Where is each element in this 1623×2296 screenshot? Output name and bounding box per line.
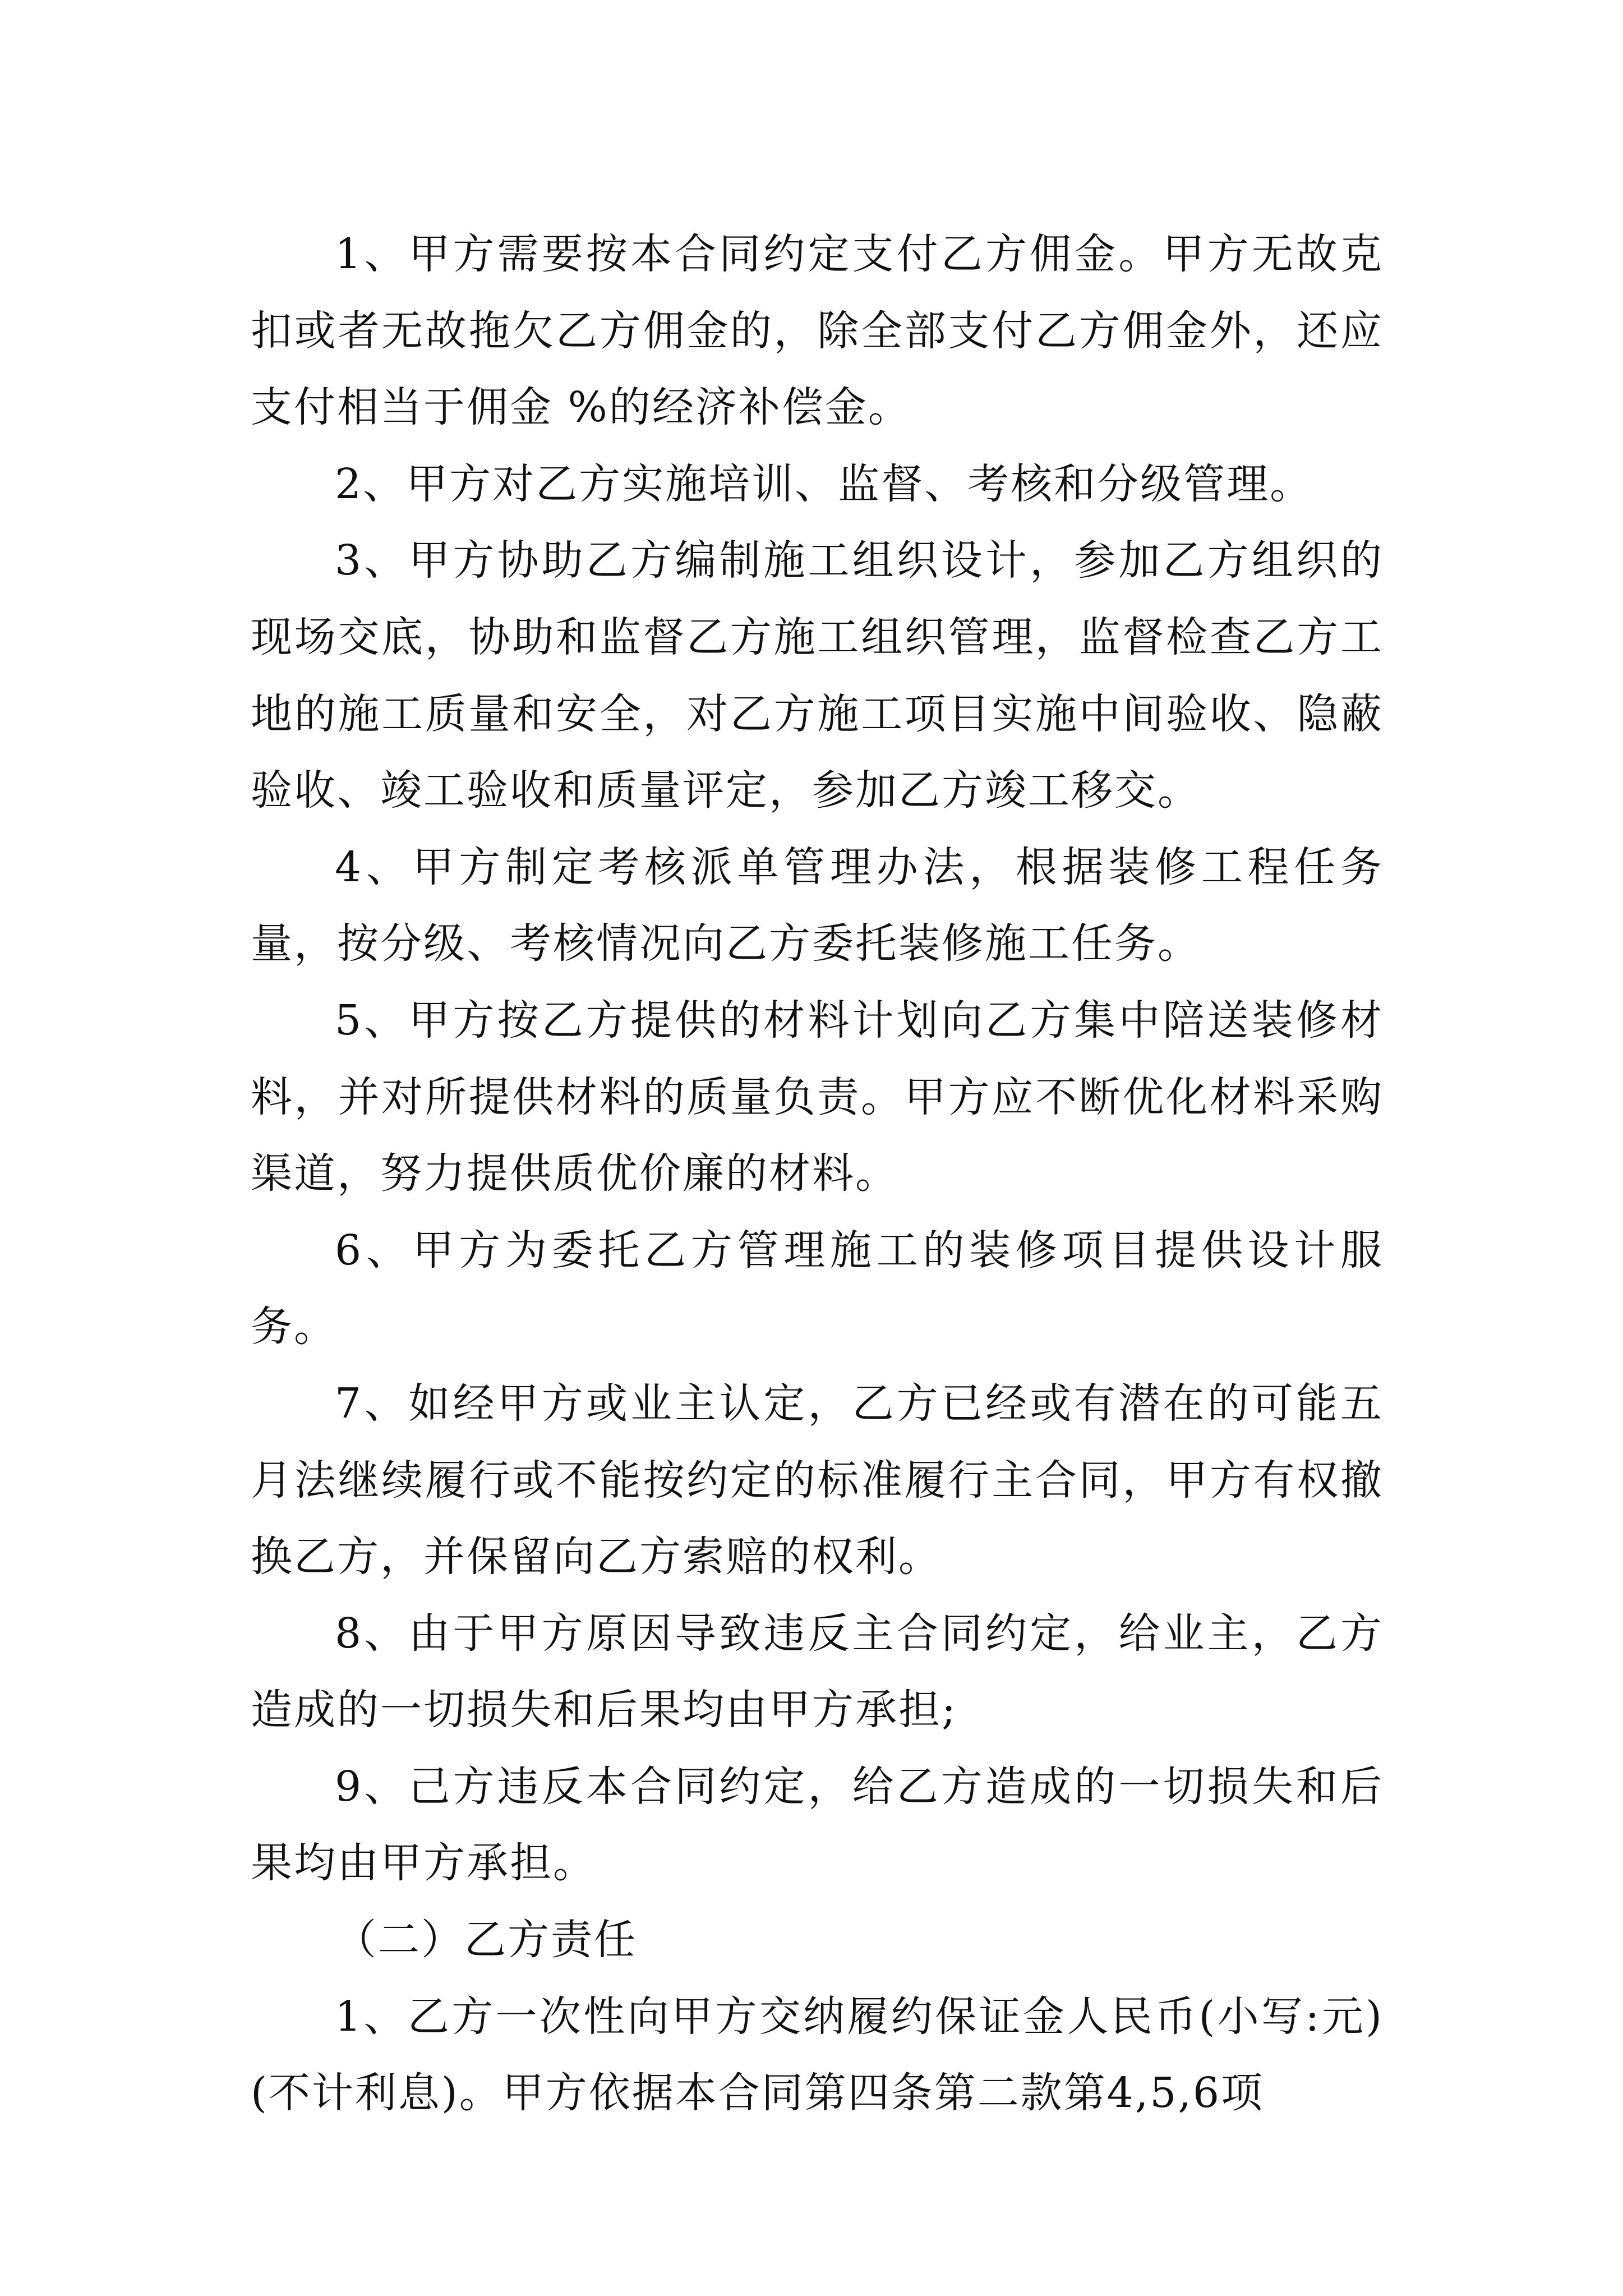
clause-5-paragraph: 5、甲方按乙方提供的材料计划向乙方集中陪送装修材料，并对所提供材料的质量负责。甲方应不断优化材料采购渠道，努力提供质优价廉的材料。 xyxy=(251,996,1384,1198)
clause-9-paragraph: 9、己方违反本合同约定，给乙方造成的一切损失和后果均由甲方承担。 xyxy=(251,1762,1384,1888)
clause-1-paragraph: 1、甲方需要按本合同约定支付乙方佣金。甲方无故克扣或者无故拖欠乙方佣金的，除全部支付乙方佣金外，还应支付相当于佣金 %的经济补偿金。 xyxy=(251,230,1384,432)
clause-3-paragraph: 3、甲方协助乙方编制施工组织设计，参加乙方组织的现场交底，协助和监督乙方施工组织管理，监督检查乙方工地的施工质量和安全，对乙方施工项目实施中间验收、隐蔽验收、竣工验收和质量评定，参加乙方竣工移交。 xyxy=(251,536,1384,815)
clause-7-paragraph: 7、如经甲方或业主认定，乙方已经或有潜在的可能五月法继续履行或不能按约定的标准履行主合同，甲方有权撤换乙方，并保留向乙方索赔的权利。 xyxy=(251,1379,1384,1581)
clause-6-paragraph: 6、甲方为委托乙方管理施工的装修项目提供设计服务。 xyxy=(251,1226,1384,1351)
clause-2-paragraph: 2、甲方对乙方实施培训、监督、考核和分级管理。 xyxy=(335,459,1313,508)
section-2-clause-1-paragraph: 1、乙方一次性向甲方交纳履约保证金人民币(小写:元)(不计利息)。甲方依据本合同第四条第二款第4,5,6项 xyxy=(251,1992,1384,2118)
document-body xyxy=(251,216,1384,2132)
clause-8-paragraph: 8、由于甲方原因导致违反主合同约定，给业主，乙方造成的一切损失和后果均由甲方承担; xyxy=(251,1609,1384,1734)
section-heading: （二）乙方责任 xyxy=(335,1916,637,1964)
clause-4-paragraph: 4、甲方制定考核派单管理办法，根据装修工程任务量，按分级、考核情况向乙方委托装修施工任务。 xyxy=(251,843,1384,968)
